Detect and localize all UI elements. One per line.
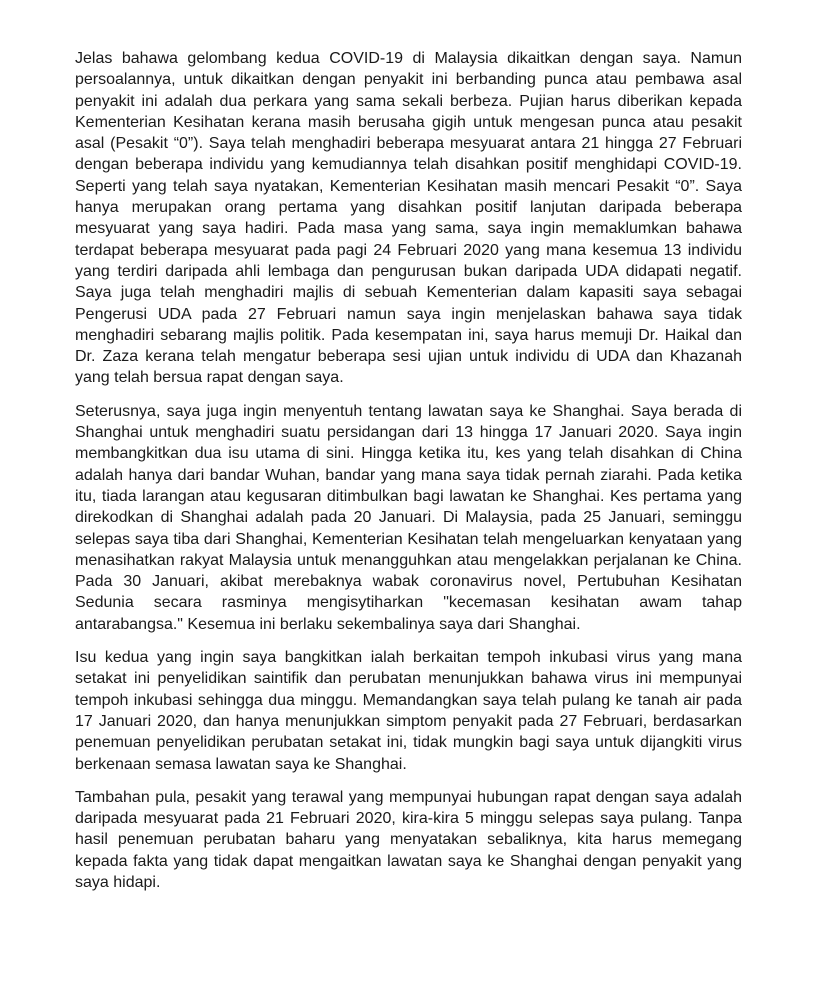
- document-page: [75, 48, 742, 905]
- paragraph-conclusion: Tambahan pula, pesakit yang terawal yang mempunyai hubungan rapat dengan saya adalah daripada mesyuarat pada 21 Februari 2020, kira-kira 5 minggu selepas saya pulang. Tanpa hasil penemuan perubatan baharu yang menyatakan sebaliknya, kita harus memegang kepada fakta yang tidak dapat mengaitkan lawatan saya ke Shanghai dengan penyakit yang saya hidapi.: [75, 788, 742, 891]
- paragraph-covid-second-wave: Jelas bahawa gelombang kedua COVID-19 di Malaysia dikaitkan dengan saya. Namun persoalannya, untuk dikaitkan dengan penyakit ini berbanding punca atau pembawa asal penyakit ini adalah dua perkara yang sama sekali berbeza. Pujian harus diberikan kepada Kementerian Kesihatan kerana masih berusaha gigih untuk mengesan punca atau pesakit asal (Pesakit “0”). Saya telah menghadiri beberapa mesyuarat antara 21 hingga 27 Februari dengan beberapa individu yang kemudiannya telah disahkan positif menghidapi COVID-19. Seperti yang telah saya nyatakan, Kementerian Kesihatan masih mencari Pesakit “0”. Saya hanya merupakan orang pertama yang disahkan positif lanjutan daripada beberapa mesyuarat yang saya hadiri. Pada masa yang sama, saya ingin memaklumkan bahawa terdapat beberapa mesyuarat pada pagi 24 Februari 2020 yang mana kesemua 13 individu yang terdiri daripada ahli lembaga dan pengurusan bukan daripada UDA didapati negatif. Saya juga telah menghadiri majlis di sebuah Kementerian dalam kapasiti saya sebagai Pengerusi UDA pada 27 Februari namun saya ingin menjelaskan bahawa saya tidak menghadiri sebarang majlis politik. Pada kesempatan ini, saya harus memuji Dr. Haikal dan Dr. Zaza kerana telah mengatur beberapa sesi ujian untuk individu di UDA dan Khazanah yang telah bersua rapat dengan saya.: [75, 50, 742, 387]
- paragraph-shanghai-visit: Seterusnya, saya juga ingin menyentuh tentang lawatan saya ke Shanghai. Saya berada di Shanghai untuk menghadiri suatu persidangan dari 13 hingga 17 Januari 2020. Saya ingin membangkitkan dua isu utama di sini. Hingga ketika itu, kes yang telah disahkan di China adalah hanya dari bandar Wuhan, bandar yang mana saya tidak pernah ziarahi. Pada ketika itu, tiada larangan atau kegusaran ditimbulkan bagi lawatan ke Shanghai. Kes pertama yang direkodkan di Shanghai adalah pada 20 Januari. Di Malaysia, pada 25 Januari, seminggu selepas saya tiba dari Shanghai, Kementerian Kesihatan telah mengeluarkan kenyataan yang menasihatkan rakyat Malaysia untuk menangguhkan atau mengelakkan perjalanan ke China. Pada 30 Januari, akibat merebaknya wabak coronavirus novel, Pertubuhan Kesihatan Sedunia secara rasminya mengisytiharkan "kecemasan kesihatan awam tahap antarabangsa." Kesemua ini berlaku sekembalinya saya dari Shanghai.: [75, 402, 742, 633]
- paragraph-incubation-period: Isu kedua yang ingin saya bangkitkan ialah berkaitan tempoh inkubasi virus yang mana setakat ini penyelidikan saintifik dan perubatan menunjukkan bahawa virus ini mempunyai tempoh inkubasi sehingga dua minggu. Memandangkan saya telah pulang ke tanah air pada 17 Januari 2020, dan hanya menunjukkan simptom penyakit pada 27 Februari, berdasarkan penemuan penyelidikan perubatan setakat ini, tidak mungkin bagi saya untuk dijangkiti virus berkenaan semasa lawatan saya ke Shanghai.: [75, 649, 742, 773]
